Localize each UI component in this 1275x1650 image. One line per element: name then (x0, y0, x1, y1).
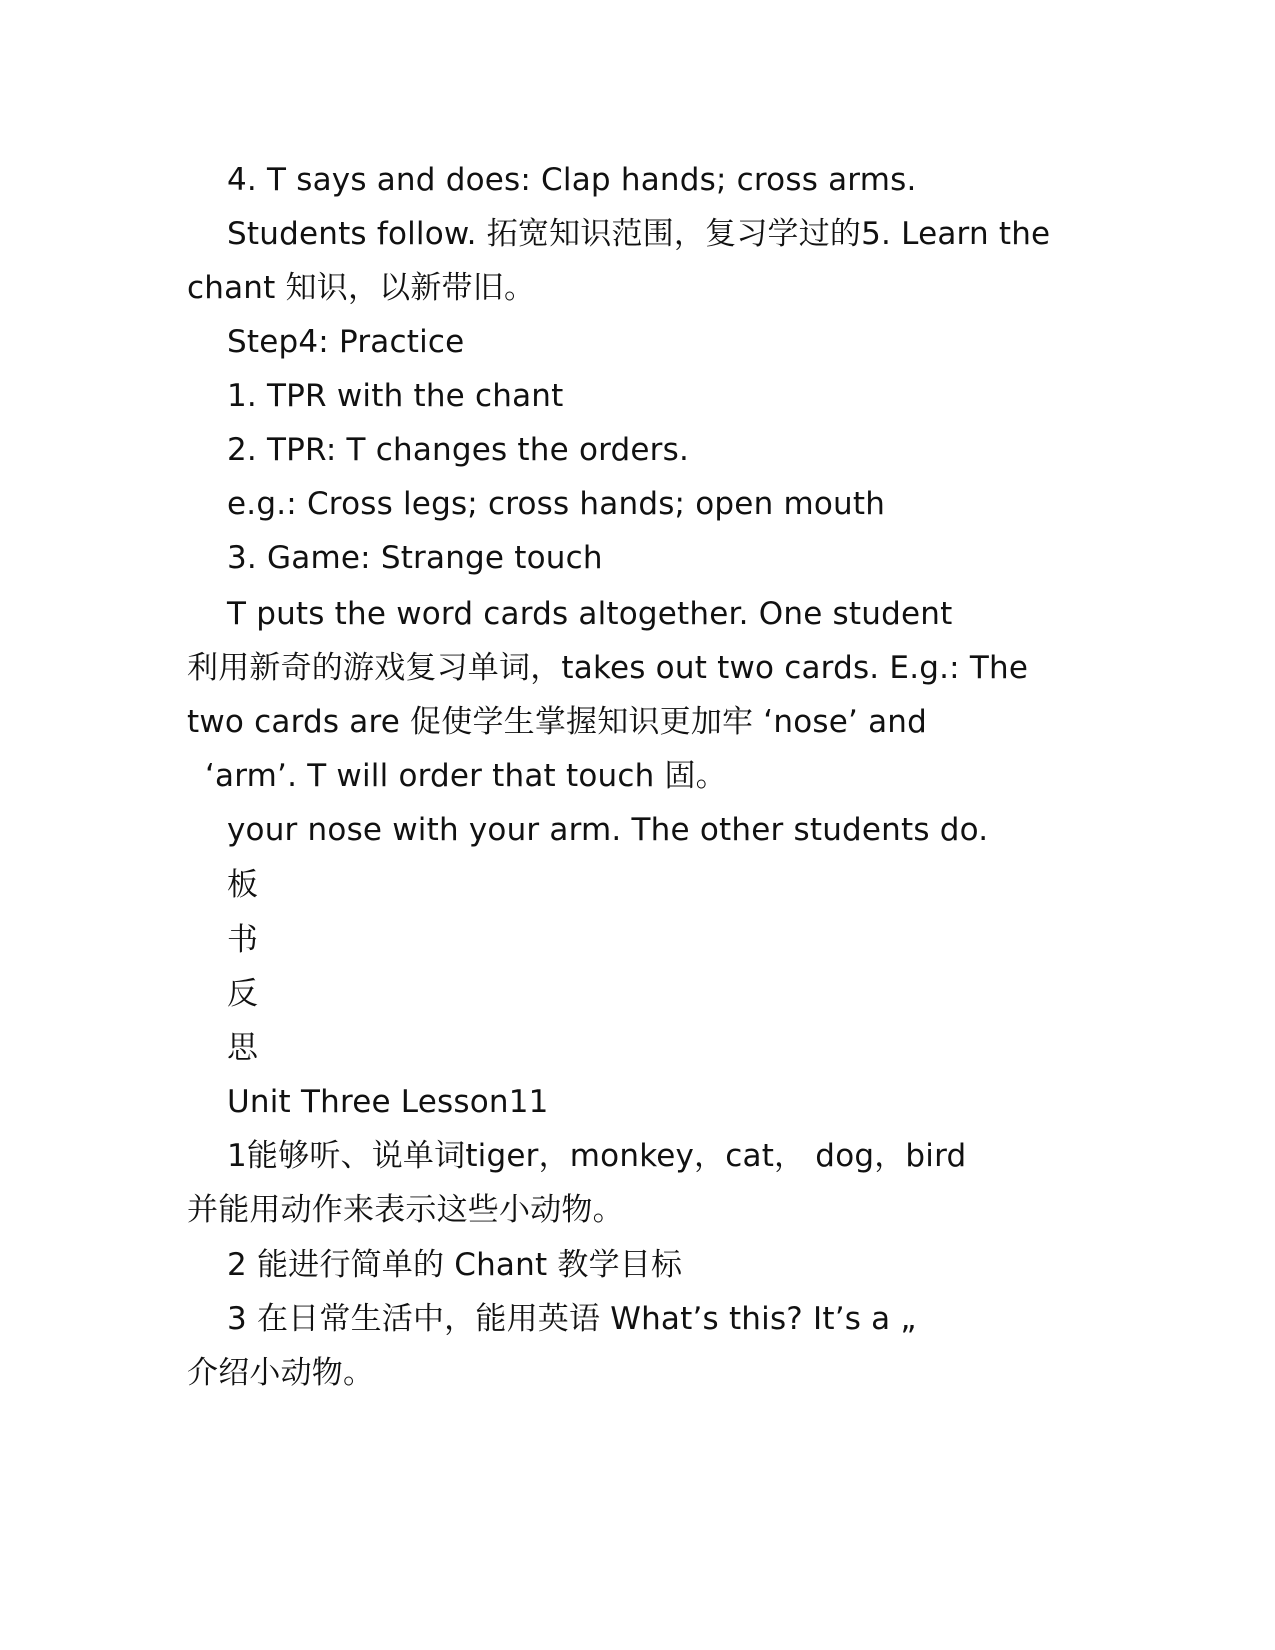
text-line: 板 (227, 867, 259, 903)
text-line: Unit Three Lesson11 (227, 1084, 549, 1120)
text-line: 并能用动作来表示这些小动物。 (187, 1192, 624, 1228)
text-line: e.g.: Cross legs; cross hands; open mouth (227, 486, 886, 522)
text-line: 1能够听、说单词tiger，monkey，cat， dog，bird (227, 1138, 967, 1174)
text-line: 思 (227, 1030, 259, 1066)
text-line: Students follow. 拓宽知识范围，复习学过的5. Learn the (227, 216, 1051, 252)
text-line: 3 在日常生活中，能用英语 What’s this? It’s a „ (227, 1301, 917, 1337)
text-line: 反 (227, 976, 259, 1012)
text-line: 2 能进行简单的 Chant 教学目标 (227, 1247, 683, 1283)
text-line: 书 (227, 922, 259, 958)
text-line: 4. T says and does: Clap hands; cross arms. (227, 162, 917, 198)
text-line: 2. TPR: T changes the orders. (227, 432, 690, 468)
text-line: 利用新奇的游戏复习单词，takes out two cards. E.g.: The (187, 650, 1029, 686)
text-line: your nose with your arm. The other students do. (227, 812, 989, 848)
text-line: two cards are 促使学生掌握知识更加牢 ‘nose’ and (187, 704, 928, 740)
text-line: T puts the word cards altogether. One student (227, 596, 953, 632)
text-line: 3. Game: Strange touch (227, 540, 603, 576)
text-line: Step4: Practice (227, 324, 465, 360)
text-line: 介绍小动物。 (187, 1355, 375, 1391)
text-line: ‘arm’. T will order that touch 固。 (205, 758, 727, 794)
text-line: chant 知识，以新带旧。 (187, 270, 536, 306)
text-line: 1. TPR with the chant (227, 378, 564, 414)
